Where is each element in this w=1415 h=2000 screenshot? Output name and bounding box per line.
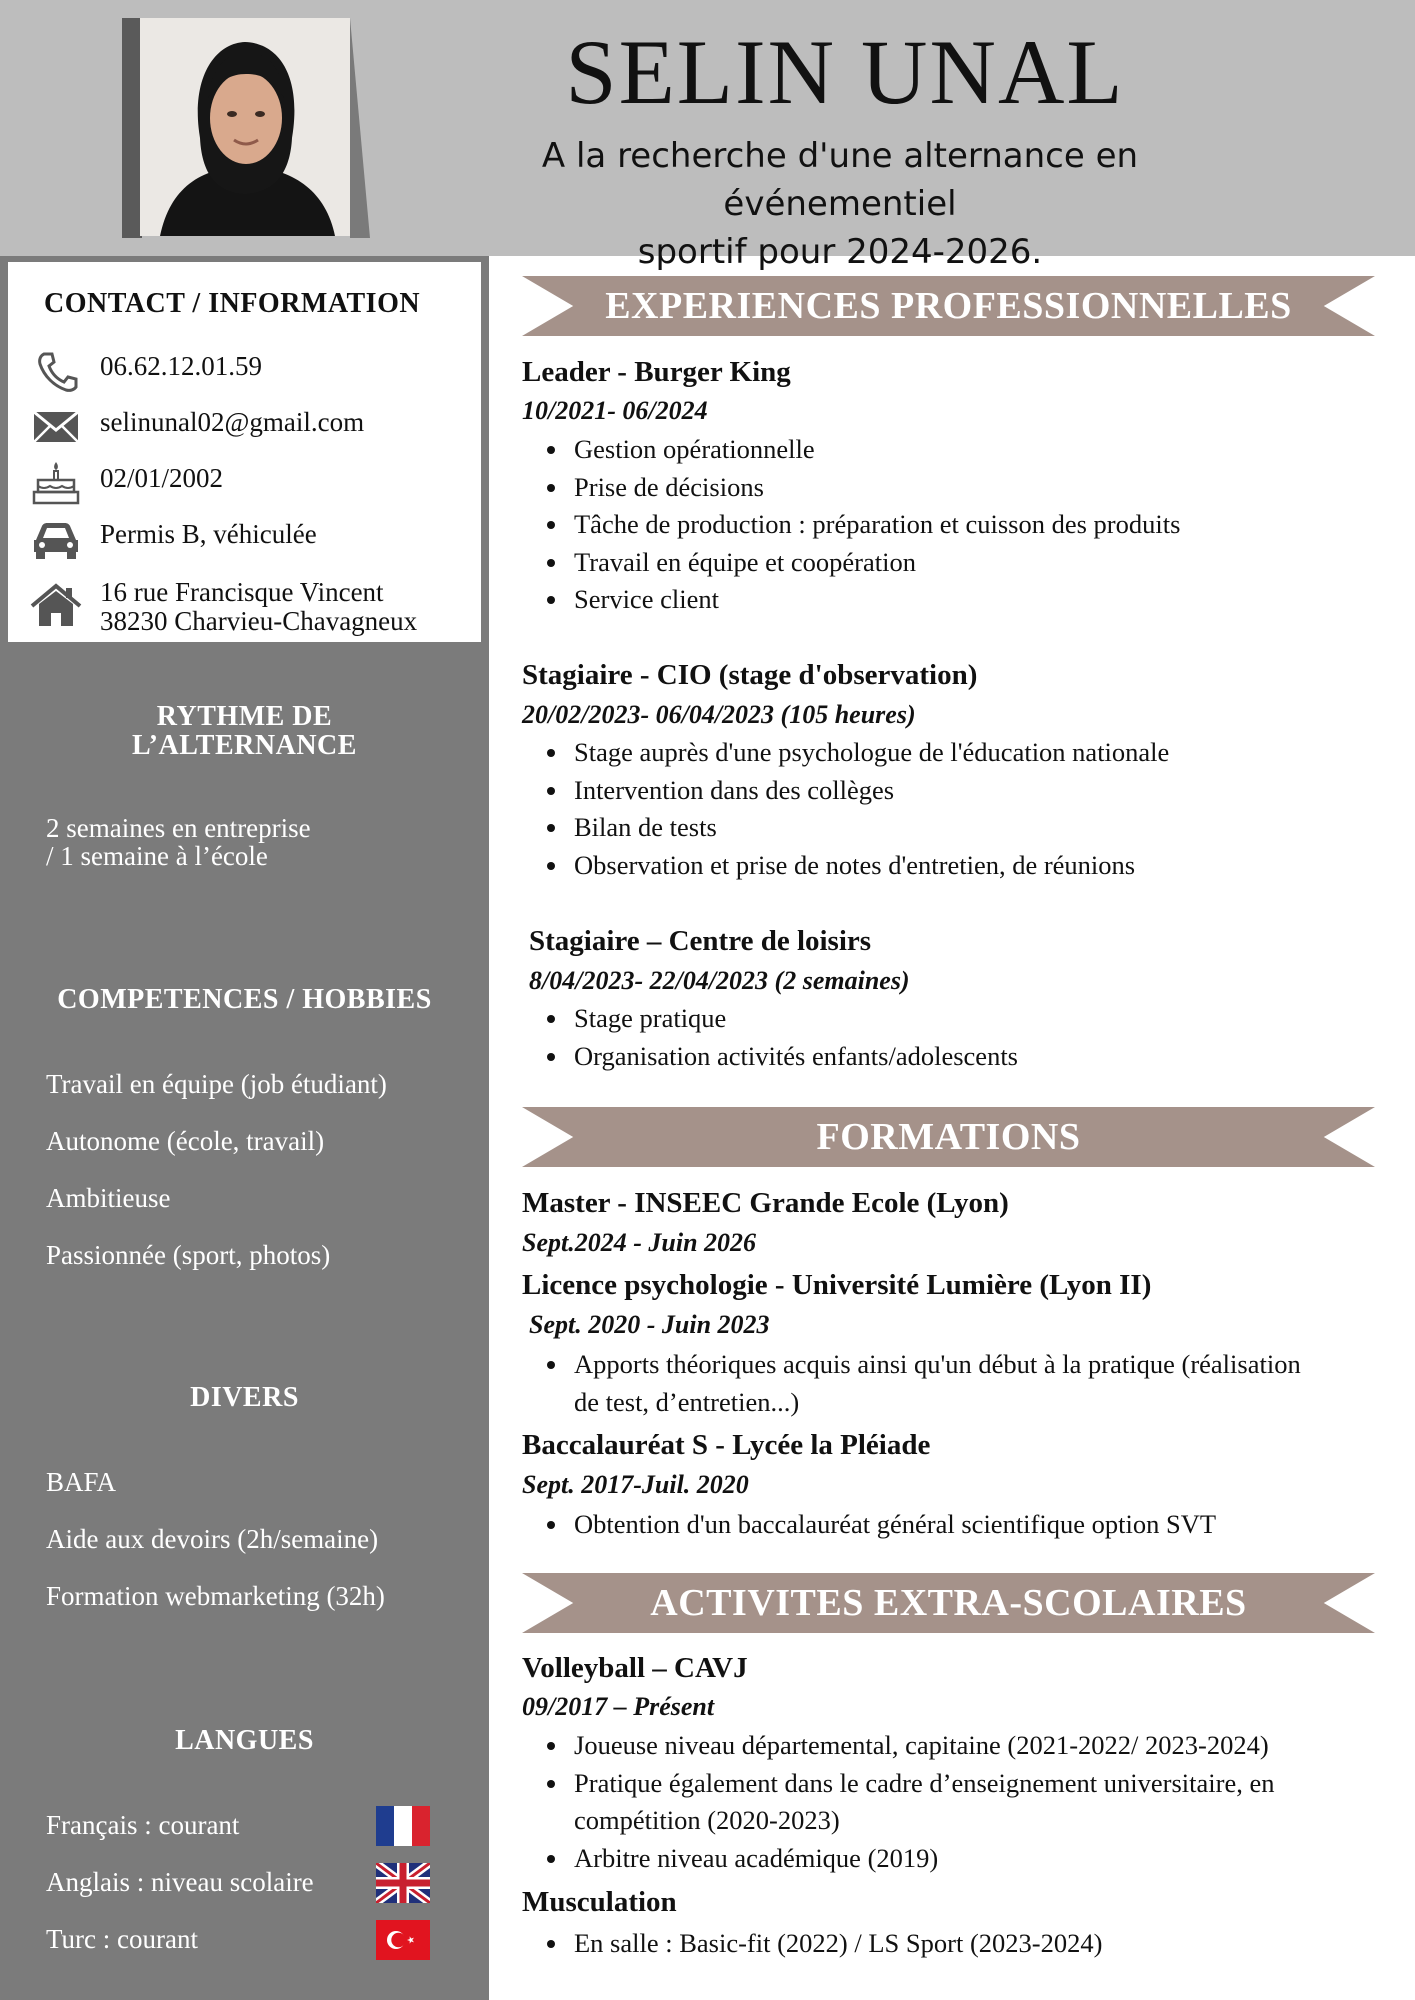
job-title: Stagiaire – Centre de loisirs: [529, 925, 872, 957]
france-flag-icon: [376, 1806, 430, 1846]
job-title: Stagiaire - CIO (stage d'observation): [522, 659, 978, 691]
profile-photo: [122, 18, 370, 238]
education-dates: Sept. 2017-Juil. 2020: [522, 1470, 749, 1499]
header: [0, 0, 1415, 272]
misc-title: DIVERS: [190, 1382, 299, 1413]
education-title: Licence psychologie - Université Lumière (Lyon II): [522, 1269, 1152, 1301]
language-item: Français : courant: [46, 1810, 240, 1840]
birthday-cake-icon: [30, 460, 82, 506]
activity-dates: 09/2017 – Présent: [522, 1692, 715, 1721]
education-title: Baccalauréat S - Lycée la Pléiade: [522, 1429, 931, 1461]
education-banner: FORMATIONS: [522, 1107, 1375, 1167]
phone-icon: [30, 348, 82, 394]
experience-banner: EXPERIENCES PROFESSIONNELLES: [522, 276, 1375, 336]
extracurricular-banner: ACTIVITES EXTRA-SCOLAIRES: [522, 1573, 1375, 1633]
skill-item: Passionnée (sport, photos): [46, 1240, 331, 1270]
skill-item: Ambitieuse: [46, 1183, 171, 1213]
misc-item: Formation webmarketing (32h): [46, 1581, 385, 1611]
job-title: Leader - Burger King: [522, 356, 791, 388]
contact-email: selinunal02@gmail.com: [20, 404, 480, 454]
home-icon: [30, 582, 82, 628]
rhythm-text: 2 semaines en entreprise / 1 semaine à l’école: [46, 813, 311, 871]
contact-title: CONTACT / INFORMATION: [44, 288, 421, 319]
contact-phone: 06.62.12.01.59: [20, 348, 480, 398]
car-icon: [30, 516, 82, 562]
job-bullets: • Stage auprès d'une psychologue de l'éducation nationale • Intervention dans des collèges • Bilan de tests • Observation et prise de notes d'entretien, de réunions: [522, 734, 1169, 884]
education-title: Master - INSEEC Grande Ecole (Lyon): [522, 1187, 1009, 1219]
activity-title: Volleyball – CAVJ: [522, 1652, 748, 1684]
rhythm-title: RYTHME DE L’ALTERNANCE: [132, 701, 357, 761]
activity-title: Musculation: [522, 1886, 677, 1918]
education-bullets: • Apports théoriques acquis ainsi qu'un début à la pratique (réalisation de test, d’entretien...): [522, 1346, 1301, 1421]
skill-item: Travail en équipe (job étudiant): [46, 1069, 387, 1099]
misc-item: BAFA: [46, 1467, 117, 1497]
language-item: Turc : courant: [46, 1924, 198, 1954]
mail-icon: [30, 404, 82, 450]
contact-birthdate: 02/01/2002: [20, 460, 480, 510]
job-dates: 8/04/2023- 22/04/2023 (2 semaines): [529, 966, 910, 995]
skills-title: COMPETENCES / HOBBIES: [57, 984, 432, 1015]
education-dates: Sept. 2020 - Juin 2023: [529, 1310, 770, 1339]
job-dates: 20/02/2023- 06/04/2023 (105 heures): [522, 700, 916, 729]
misc-item: Aide aux devoirs (2h/semaine): [46, 1524, 379, 1554]
job-bullets: • Stage pratique • Organisation activités enfants/adolescents: [522, 1000, 1018, 1075]
education-dates: Sept.2024 - Juin 2026: [522, 1228, 757, 1257]
candidate-name: SELIN UNAL: [565, 21, 1125, 123]
portrait-illustration: [140, 18, 350, 236]
activity-bullets: • En salle : Basic-fit (2022) / LS Sport (2023-2024): [522, 1925, 1102, 1963]
sidebar: [0, 256, 489, 2000]
contact-license: Permis B, véhiculée: [20, 516, 480, 566]
uk-flag-icon: [376, 1863, 430, 1903]
contact-box: [8, 262, 481, 642]
tagline: A la recherche d'une alternance en événementiel sportif pour 2024-2026.: [541, 136, 1139, 272]
turkey-flag-icon: [376, 1920, 430, 1960]
job-bullets: • Gestion opérationnelle • Prise de décisions • Tâche de production : préparation et cuisson des produits • Travail en équipe et coopération • Service client: [522, 431, 1180, 619]
education-bullets: • Obtention d'un baccalauréat général scientifique option SVT: [522, 1506, 1216, 1544]
activity-bullets: • Joueuse niveau départemental, capitaine (2021-2022/ 2023-2024) • Pratique également dans le cadre d’enseignement universitaire, en compétition (2020-2023) • Arbitre niveau académique (2019): [522, 1727, 1275, 1877]
contact-address: 16 rue Francisque Vincent 38230 Charvieu-Chavagneux: [20, 574, 480, 638]
language-item: Anglais : niveau scolaire: [46, 1867, 314, 1897]
job-dates: 10/2021- 06/2024: [522, 396, 708, 425]
skill-item: Autonome (école, travail): [46, 1126, 325, 1156]
languages-title: LANGUES: [175, 1725, 314, 1756]
